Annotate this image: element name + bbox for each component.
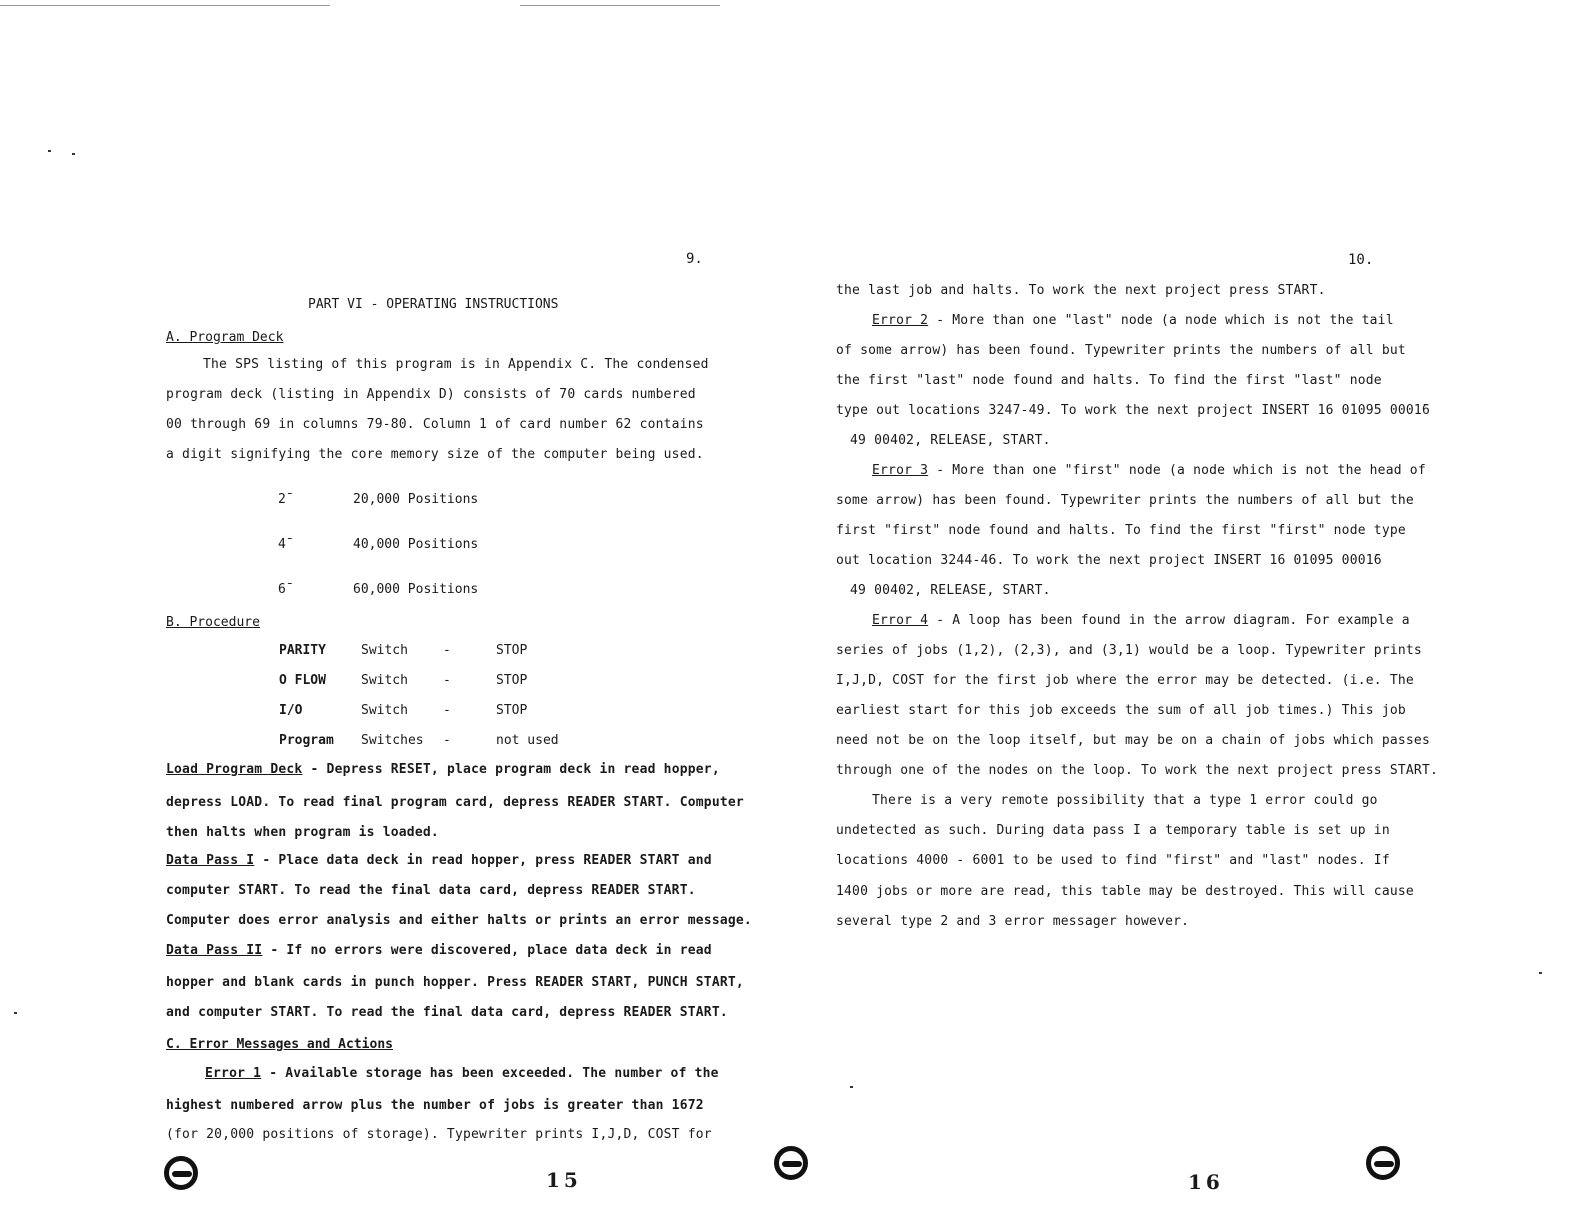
paragraph-line: earliest start for this job exceeds the sum of all job times.) This job (836, 703, 1406, 718)
error-1-label: Error 1 (205, 1066, 262, 1081)
paragraph-line: through one of the nodes on the loop. To work the next project press START. (836, 763, 1438, 778)
paragraph-line: the last job and halts. To work the next project press START. (836, 283, 1326, 298)
switch-state: STOP (496, 673, 528, 688)
paragraph-line: series of jobs (1,2), (2,3), and (3,1) would be a loop. Typewriter prints (836, 643, 1422, 658)
paragraph-line: computer START. To read the final data card, depress READER START. (166, 883, 696, 898)
memory-digit: 6̄ (278, 582, 286, 597)
paragraph-line: Computer does error analysis and either halts or prints an error message. (166, 913, 752, 928)
paragraph-line: highest numbered arrow plus the number of jobs is greater than 1672 (166, 1098, 704, 1113)
switch-kind: Switches (361, 733, 424, 748)
memory-positions: 60,000 Positions (353, 582, 479, 597)
data-pass-1-text: - Place data deck in read hopper, press READER START and (254, 853, 712, 868)
footer-page-number: 15 (546, 1168, 582, 1192)
paragraph-line: type out locations 3247-49. To work the next project INSERT 16 01095 0001̄6 (836, 403, 1430, 418)
error-4-text: - A loop has been found in the arrow diagram. For example a (928, 613, 1410, 628)
paragraph-line: a digit signifying the core memory size of the computer being used. (166, 447, 704, 462)
switch-kind: Switch (361, 703, 408, 718)
load-program-line (166, 762, 720, 777)
paragraph-line: out location 3244-46. To work the next project INSERT 16 01095 0001̄6 (836, 553, 1382, 568)
switch-dash: - (443, 673, 451, 688)
part-title: PART VI - OPERATING INSTRUCTIONS (308, 297, 559, 312)
error-2-text: - More than one "last" node (a node which is not the tail (928, 313, 1394, 328)
switch-dash: - (443, 703, 451, 718)
paragraph-line: 00 through 69 in columns 79-80. Column 1 of card number 62 contains (166, 417, 704, 432)
switch-dash: - (443, 643, 451, 658)
paragraph-line: depress LOAD. To read final program card, depress READER START. Computer (166, 795, 744, 810)
paragraph-line: 49 00402, RELEASE, START. (850, 433, 1051, 448)
paragraph-line: hopper and blank cards in punch hopper. Press READER START, PUNCH START, (166, 975, 744, 990)
error-2-line (872, 313, 1394, 328)
punch-hole-icon (164, 1156, 198, 1190)
section-heading-program-deck: A. Program Deck (166, 330, 284, 345)
load-program-text: - Depress RESET, place program deck in read hopper, (302, 762, 720, 777)
memory-positions: 40,000 Positions (353, 537, 479, 552)
switch-name: I/O (279, 703, 303, 718)
memory-digit: 2̄ (278, 492, 286, 507)
data-pass-2-line (166, 943, 712, 958)
data-pass-1-line (166, 853, 712, 868)
data-pass-2-text: - If no errors were discovered, place data deck in read (262, 943, 712, 958)
paragraph-line: several type 2 and 3 error messager however. (836, 914, 1190, 929)
error-4-line (872, 613, 1410, 628)
section-heading-error-messages: C. Error Messages and Actions (166, 1037, 393, 1052)
data-pass-2-label: Data Pass II (166, 943, 263, 958)
page-number: 10. (1348, 252, 1374, 268)
punch-hole-icon (1366, 1146, 1400, 1180)
error-2-label: Error 2 (872, 313, 929, 328)
paragraph-line: then halts when program is loaded. (166, 825, 439, 840)
paragraph-line: and computer START. To read the final data card, depress READER START. (166, 1005, 728, 1020)
paragraph-line: locations 4000 - 6001 to be used to find "first" and "last" nodes. If (836, 853, 1390, 868)
switch-state: not used (496, 733, 559, 748)
paragraph-line: (for 20,000 positions of storage). Typewriter prints I,J,D, COST for (166, 1127, 712, 1142)
section-heading-procedure: B. Procedure (166, 615, 260, 630)
paragraph-line: 49 00402, RELEASE, START. (850, 583, 1051, 598)
switch-state: STOP (496, 703, 528, 718)
paragraph-line: some arrow) has been found. Typewriter prints the numbers of all but the (836, 493, 1414, 508)
switch-name: Program (279, 733, 334, 748)
paragraph-line: 1400 jobs or more are read, this table may be destroyed. This will cause (836, 884, 1414, 899)
switch-state: STOP (496, 643, 528, 658)
page-number: 9. (686, 251, 703, 267)
error-3-label: Error 3 (872, 463, 929, 478)
paragraph-line: undetected as such. During data pass I a temporary table is set up in (836, 823, 1390, 838)
error-4-label: Error 4 (872, 613, 929, 628)
memory-positions: 20,000 Positions (353, 492, 479, 507)
paragraph-line: the first "last" node found and halts. To find the first "last" node (836, 373, 1382, 388)
right-page (792, 0, 1584, 1224)
data-pass-1-label: Data Pass I (166, 853, 255, 868)
paragraph-line: of some arrow) has been found. Typewriter prints the numbers of all but (836, 343, 1406, 358)
error-3-text: - More than one "first" node (a node which is not the head of (928, 463, 1426, 478)
paragraph-line: The SPS listing of this program is in Appendix C. The condensed (203, 357, 709, 372)
error-1-line (205, 1066, 719, 1081)
switch-name: PARITY (279, 643, 326, 658)
paragraph-line: There is a very remote possibility that a type 1 error could go (872, 793, 1378, 808)
paragraph-line: program deck (listing in Appendix D) consists of 70 cards numbered (166, 387, 696, 402)
error-3-line (872, 463, 1426, 478)
memory-digit: 4̄ (278, 537, 286, 552)
paragraph-line: first "first" node found and halts. To find the first "first" node type (836, 523, 1406, 538)
switch-kind: Switch (361, 673, 408, 688)
paragraph-line: I,J,D, COST for the first job where the error may be detected. (i.e. The (836, 673, 1414, 688)
punch-hole-icon (774, 1146, 808, 1180)
load-program-label: Load Program Deck (166, 762, 303, 777)
switch-kind: Switch (361, 643, 408, 658)
footer-page-number: 16 (1188, 1170, 1224, 1194)
switch-dash: - (443, 733, 451, 748)
switch-name: O FLOW (279, 673, 326, 688)
paragraph-line: need not be on the loop itself, but may be on a chain of jobs which passes (836, 733, 1430, 748)
error-1-text: - Available storage has been exceeded. The number of the (261, 1066, 719, 1081)
